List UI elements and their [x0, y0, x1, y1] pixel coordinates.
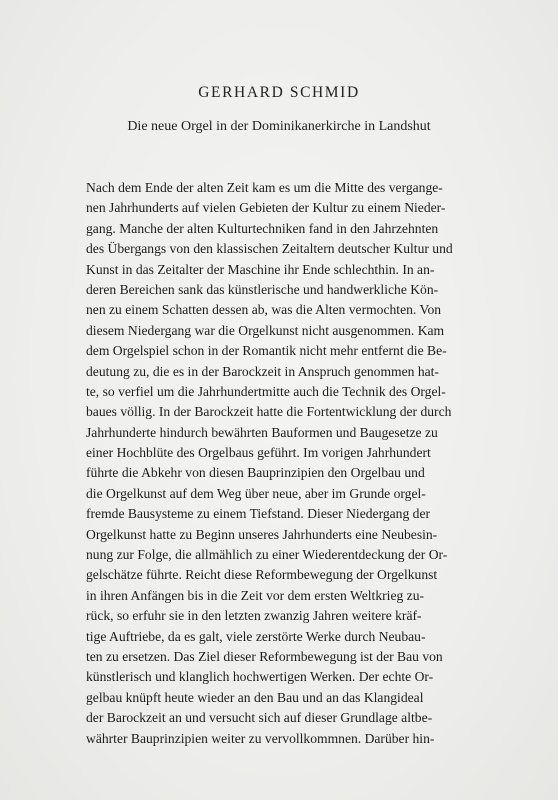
text-line: baues völlig. In der Barockzeit hatte die Fortentwicklung der durch [86, 404, 452, 420]
text-line: in ihren Anfängen bis in die Zeit vor dem ersten Weltkrieg zu- [86, 587, 425, 603]
text-line: einer Hochblüte des Orgelbaus geführt. Im vorigen Jahrhundert [86, 445, 431, 461]
text-line: gang. Manche der alten Kulturtechniken fand in den Jahrzehnten [86, 220, 439, 236]
text-line: gelschätze führte. Reicht diese Reformbewegung der Orgelkunst [86, 567, 438, 583]
text-line: rück, so erfuhr sie in den letzten zwanzig Jahren weitere kräf- [86, 608, 422, 624]
text-line: tige Auftriebe, da es galt, viele zerstörte Werke durch Neubau- [86, 628, 426, 644]
text-line: Nach dem Ende der alten Zeit kam es um die Mitte des vergange- [86, 180, 443, 195]
body-text [86, 178, 486, 749]
text-line: ten zu ersetzen. Das Ziel dieser Reformbewegung ist der Bau von [86, 648, 443, 664]
text-line: deren Bereichen sank das künstlerische und handwerkliche Kön- [86, 281, 439, 297]
text-line: fremde Bausysteme zu einem Tiefstand. Dieser Niedergang der [86, 506, 431, 522]
text-line: führte die Abkehr von diesen Bauprinzipien den Orgelbau und [86, 465, 425, 481]
text-line: nen Jahrhunderts auf vielen Gebieten der Kultur zu einem Nieder- [86, 200, 446, 216]
text-line: währter Bauprinzipien weiter zu vervollkommnen. Darüber hin- [86, 730, 435, 746]
text-line: nen zu einem Schatten dessen ab, was die Alten vermochten. Von [86, 302, 442, 318]
author-name: GERHARD SCHMID [198, 84, 360, 101]
text-line: te, so verfiel um die Jahrhundertmitte auch die Technik des Orgel- [86, 383, 446, 399]
text-line: des Übergangs von den klassischen Zeitaltern deutscher Kultur und [86, 241, 453, 257]
text-line: Orgelkunst hatte zu Beginn unseres Jahrhunderts eine Neubesin- [86, 526, 438, 542]
text-line: die Orgelkunst auf dem Weg über neue, aber im Grunde orgel- [86, 485, 426, 501]
text-line: dem Orgelspiel schon in der Romantik nicht mehr entfernt die Be- [86, 343, 447, 359]
article-title: Die neue Orgel in der Dominikanerkirche in Landshut [127, 119, 431, 134]
text-line: der Barockzeit an und versucht sich auf dieser Grundlage altbe- [86, 710, 433, 726]
text-line: nung zur Folge, die allmählich zu einer Wiederentdeckung der Or- [86, 547, 448, 563]
text-line: deutung zu, die es in der Barockzeit in Anspruch genommen hat- [86, 363, 439, 379]
text-line: künstlerisch und klanglich hochwertigen Werken. Der echte Or- [86, 669, 434, 685]
text-line: Kunst in das Zeitalter der Maschine ihr Ende schlechthin. In an- [86, 261, 435, 277]
text-line: gelbau knüpft heute wieder an den Bau und an das Klangideal [86, 689, 424, 705]
text-line: diesem Niedergang war die Orgelkunst nicht ausgenommen. Kam [86, 322, 445, 338]
text-line: Jahrhunderte hindurch bewährten Bauformen und Baugesetze zu [86, 424, 438, 440]
